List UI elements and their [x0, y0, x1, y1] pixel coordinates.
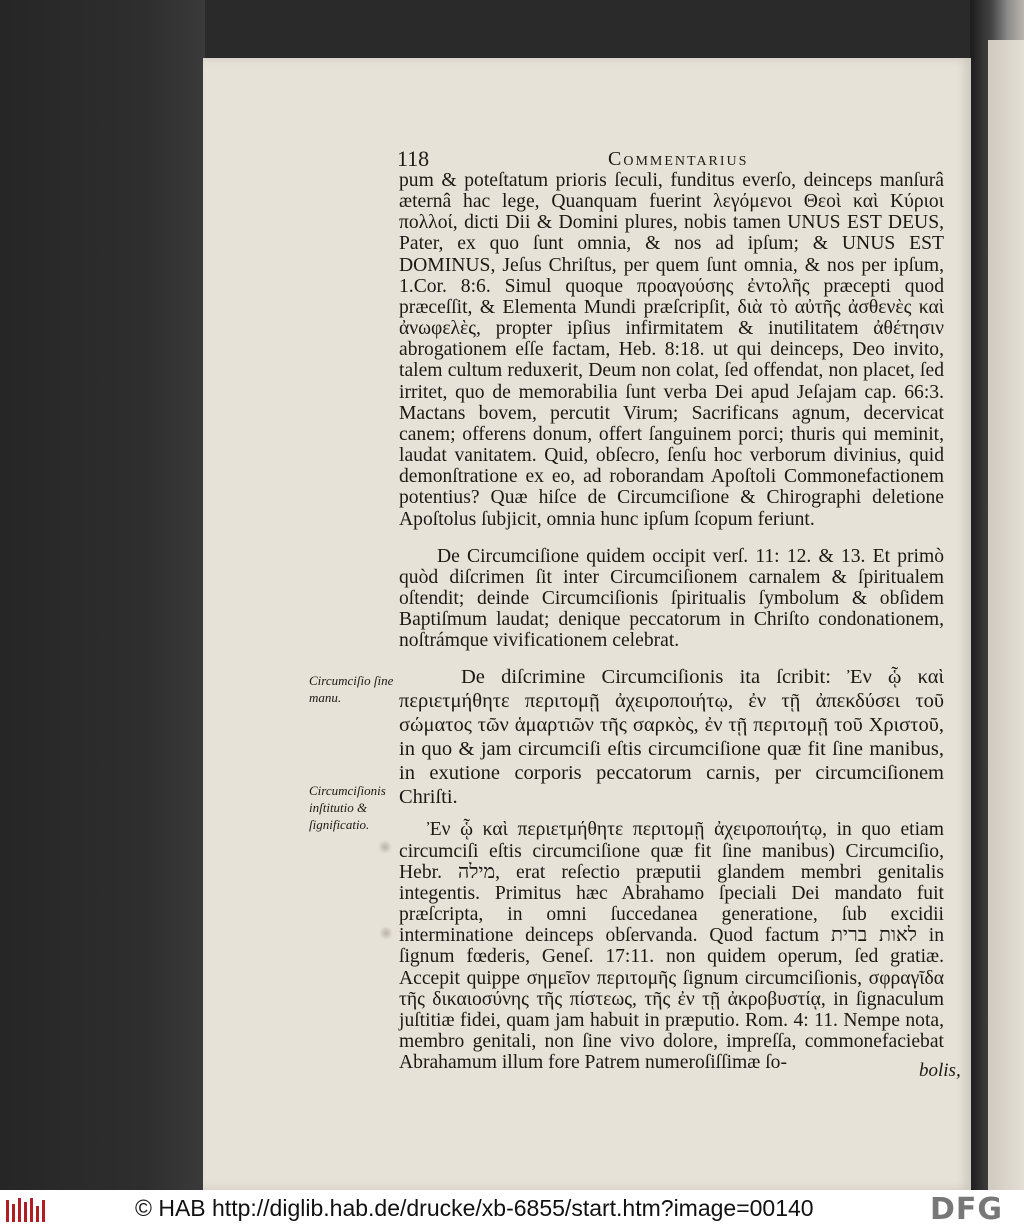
paper-smudge — [378, 840, 392, 854]
book-page — [203, 58, 971, 1190]
scan-background-left — [0, 0, 205, 1190]
body-text — [399, 170, 944, 1073]
paragraph-4: Ἐν ᾧ καὶ περιετμήθητε περιτομῇ ἀχειροποιήτῳ, in quo etiam circumciſi eſtis circumciſione quæ fit ſine manibus) Circumciſio, Hebr. מילה, erat reſectio præputii glandem membri genitalis integentis. Primitus hæc Abrahamo ſpeciali Dei mandato fuit præſcripta, in omni ſuccedanea generatione, ſub excidii interminatione deinceps obſervanda. Quod factum לאות ברית in ſignum fœderis, Geneſ. 17:11. non quidem operum, ſed gratiæ. Accepit quippe σημεῖον περιτομῆς ſignum circumciſionis, σφραγῖδα τῆς δικαιοσύνης τῆς πίστεως, τῆς ἐν τῇ ἀκροβυστίᾳ, in ſignaculum juſtitiæ fidei, quam jam habuit in præputio. Rom. 4: 11. Nempe nota, membro genitali, non ſine vivo dolore, impreſſa, commonefaciebat Abrahamum illum fore Patrem numeroſiſſimæ ſo- — [399, 819, 944, 1074]
catchword: bolis, — [919, 1060, 961, 1081]
source-link[interactable]: © HAB http://diglib.hab.de/drucke/xb-6855/start.htm?image=00140 — [135, 1195, 814, 1221]
page-number: 118 — [397, 146, 430, 171]
hab-logo-icon — [6, 1198, 46, 1222]
margin-note-institution: Circumciſionis inſtitutio & ſignificatio. — [309, 783, 386, 832]
paper-smudge — [379, 926, 393, 940]
paragraph-3: De diſcrimine Circumciſionis ita ſcribit: Ἐν ᾧ καὶ περιετμήθητε περιτομῇ ἀχειροποιήτῳ, ἐν τῇ ἀπεκδύσει τοῦ σώματος τῶν ἁμαρτιῶν τῆς σαρκὸς, ἐν τῇ περιτομῇ τοῦ Χριστοῦ, in quo & jam circumciſi eſtis circumciſione quæ fit ſine manibus, in exutione corporis peccatorum carnis, per circumciſionem Chriſti. — [399, 666, 944, 809]
margin-note-circumcision: Circumciſio ſine manu. — [309, 673, 394, 705]
paragraph-1: pum & poteſtatum prioris ſeculi, funditus everſo, deinceps manſurâ æternâ hac lege, Quanquam fuerint λεγόμενοι Θεοὶ καὶ Κύριοι πολλοί, dicti Dii & Domini plures, nobis tamen UNUS EST DEUS, Pater, ex quo ſunt omnia, & nos ad ipſum; & UNUS EST DOMINUS, Jeſus Chriſtus, per quem ſunt omnia, & nos per ipſum, 1.Cor. 8:6. Simul quoque προαγούσης ἐντολῆς præcepti quod præceſſit, & Elementa Mundi præſcripſit, διὰ τὸ αὐτῆς ἀσθενὲς καὶ ἀνωφελὲς, propter ipſius infirmitatem & inutilitatem ἀθέτησιν abrogationem eſſe factam, Heb. 8:18. ut qui deinceps, Deo invito, talem cultum reduxerit, Deum non colat, ſed offendat, non placet, ſed irritet, quo de memorabilia ſunt verba Dei apud Jeſajam cap. 66:3. Mactans bovem, percutit Virum; Sacrificans agnum, decervicat canem; offerens donum, offert ſanguinem porci; thuris qui meminit, laudat vanitatem. Quid, obſecro, ſenſu hoc verborum divinius, quid demonſtratione ex eo, ad roborandam Apoſtoli Commonefactionem potentius? Quæ hiſce de Circumciſione & Chirographi deletione Apoſtolus ſubjicit, omnia hunc ipſum ſcopum feriunt. — [399, 170, 944, 530]
footer-bar — [0, 1190, 1024, 1228]
adjacent-page-edge — [988, 40, 1024, 1190]
paragraph-2: De Circumciſione quidem occipit verſ. 11: 12. & 13. Et primò quòd diſcrimen ſit inter Circumciſionem carnalem & ſpiritualem oſtendit; deinde Circumciſionis ſpiritualis ſymbolum & obſidem Baptiſmum laudat; denique peccatorum in Chriſto condonationem, noſtrámque vivificationem celebrat. — [399, 545, 944, 652]
dfg-logo: DFG — [930, 1192, 1004, 1227]
running-title: Commentarius — [608, 148, 749, 170]
